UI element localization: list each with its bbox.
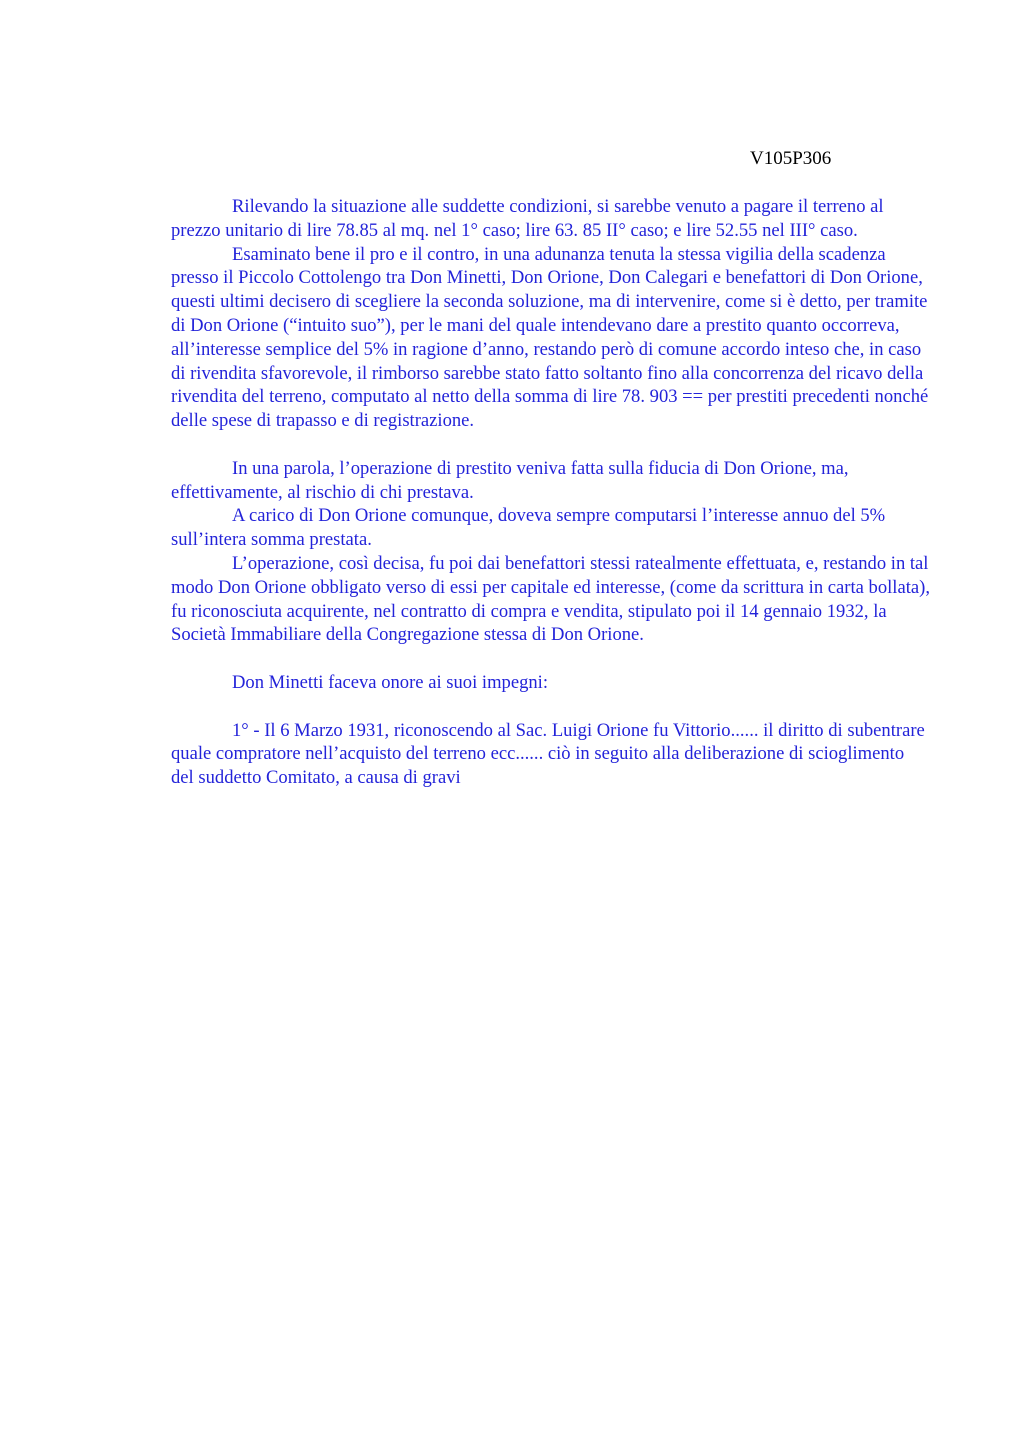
paragraph-loan-trust: In una parola, l’operazione di prestito veniva fatta sulla fiducia di Don Orione, ma, effettivamente, al rischio di chi prestava. [171, 457, 849, 503]
paragraph-price-situation: Rilevando la situazione alle suddette condizioni, si sarebbe venuto a pagare il terreno al prezzo unitario di lire 78.85 al mq. nel 1° caso; lire 63. 85 II° caso; e lire 52.55 nel III° caso. [171, 196, 884, 241]
paragraph-commitments-intro: Don Minetti faceva onore ai suoi impegni: [232, 671, 549, 693]
document-body [171, 195, 931, 790]
paragraph-spacer [171, 433, 931, 457]
paragraph-first-commitment: 1° - Il 6 Marzo 1931, riconoscendo al Sac. Luigi Orione fu Vittorio...... il diritto di subentrare quale compratore nell’acquisto del terreno ecc...... ciò in seguito alla deliberazione di scioglimento del suddetto Comitato, a causa di gravi [171, 719, 925, 789]
paragraph-operation-contract: L’operazione, così decisa, fu poi dai benefattori stessi ratealmente effettuata, e, restando in tal modo Don Orione obbligato verso di essi per capitale ed interesse, (come da scrittura in carta bollata), fu riconosciuta acquirente, nel contratto di compra e vendita, stipulato poi il 14 gennaio 1932, la Società Immabiliare della Congregazione stessa di Don Orione. [171, 552, 930, 646]
paragraph-spacer [171, 695, 931, 719]
paragraph-meeting-decision: Esaminato bene il pro e il contro, in una adunanza tenuta la stessa vigilia della scadenza presso il Piccolo Cottolengo tra Don Minetti, Don Orione, Don Calegari e benefattori di Don Orione, questi ultimi decisero di scegliere la seconda soluzione, ma di intervenire, come si è detto, per tramite di Don Orione (“intuito suo”), per le mani del quale intendevano dare a prestito quanto occorreva, all’interesse semplice del 5% in ragione d’anno, restando però di comune accordo inteso che, in caso di rivendita sfavorevole, il rimborso sarebbe stato fatto soltanto fino alla concorrenza del ricavo della rivendita del terreno, computato al netto della somma di lire 78. 903 == per prestiti precedenti nonché delle spese di trapasso e di registrazione. [171, 243, 929, 432]
page-reference: V105P306 [750, 148, 832, 169]
paragraph-interest-charge: A carico di Don Orione comunque, doveva sempre computarsi l’interesse annuo del 5% sull’intera somma prestata. [171, 505, 886, 551]
paragraph-spacer [171, 647, 931, 671]
